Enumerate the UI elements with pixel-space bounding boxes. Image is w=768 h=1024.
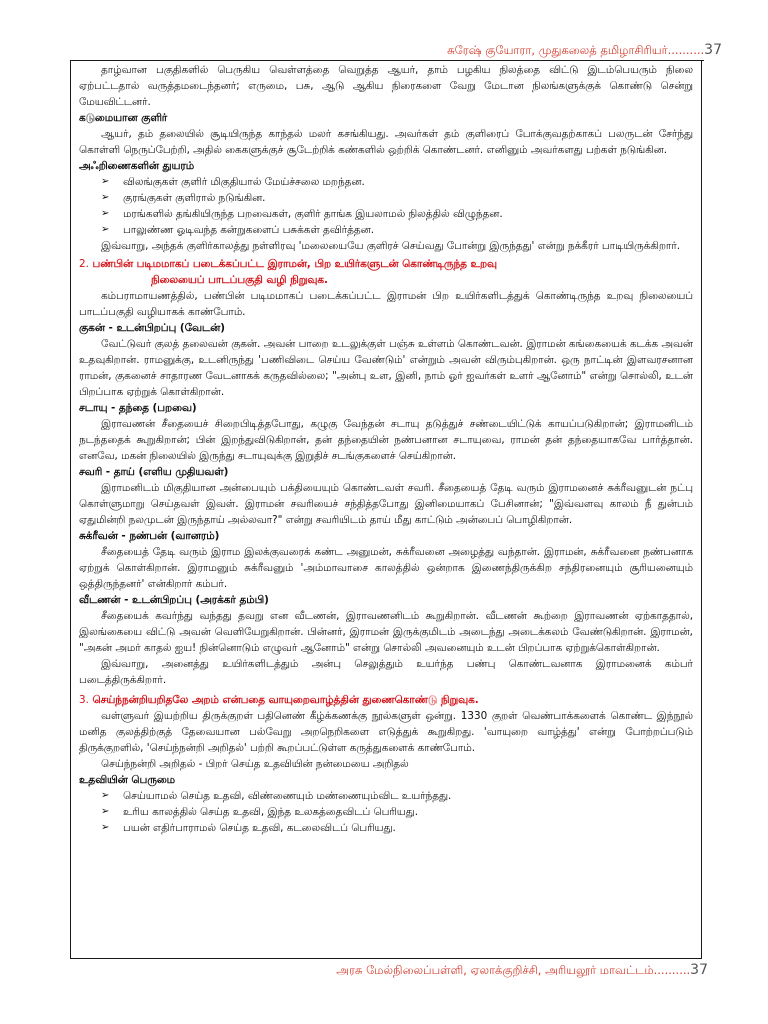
sugriva-heading: சுக்ரீவன் - நண்பன் (வானரம்) <box>79 530 220 542</box>
list-item <box>79 174 693 190</box>
list-item <box>79 206 693 222</box>
list-item-text: விலங்குகள் குளிர் மிகுதியால் மேய்ச்சலை மறந்தன. <box>123 176 365 188</box>
content-frame <box>70 61 702 959</box>
jatayu-heading: சடாயு - தந்தை (பறவை) <box>79 402 197 414</box>
sabari-paragraph: இராமனிடம் மிகுதியான அன்பையும் பக்தியையும் கொண்டவள் சவரி. சீதையைத் தேடி வரும் இராமனைச் சுக்ரீவனுடன் நட்பு கொள்ளுமாறு செய்தவள் இவள். இராமன் சவரியைச் சந்தித்தபோது இனிமையாகப் பேசினான்; "இவ்வளவு காலம் நீ துன்பம் ஏதுமின்றி நலமுடன் இருந்தாய் அல்லவா?" என்று சவரியிடம் தாய் மீது காட்டும் அன்பைப் பொழிகிறான். <box>79 482 693 526</box>
sugriva-paragraph: சீதையைத் தேடி வரும் இராம இலக்குவரைக் கண்ட அனுமன், சுக்ரீவனை அழைத்து வந்தான். இராமன், சுக்ரீவனை நண்பனாக ஏற்றுக் கொள்கிறான். இராமனும் சுக்ரீவனும் 'அம்மாவாசை காலத்தில் ஒன்றாக இணைந்திருக்கிற சந்திரனையும் சூரியனையும் ஒத்திருந்தனர்' என்கிறார் கம்பர். <box>79 546 693 590</box>
section-2-title-line1: பண்பின் படிமமாகப் படைக்கப்பட்ட இராமன், பிற உயிர்களுடன் கொண்டிருந்த உறவு <box>92 258 497 270</box>
arrow-bullet-icon: ➢ <box>101 790 110 801</box>
section-3-title-text: செய்ந்நன்றியறிதலே அறம் என்பதை வாயுறைவாழ்த்தின் துணைகொண்டு நிறுவுக. <box>92 694 479 706</box>
list-item-text: செய்யாமல் செய்த உதவி, விண்ணையும் மண்ணையும்விட உயர்ந்தது. <box>123 790 452 802</box>
section-2-closing: இவ்வாறு, அனைத்து உயிர்களிடத்தும் அன்பு செலுத்தும் உயர்ந்த பண்பு கொண்டவனாக இராமனைக் கம்பர் படைத்திருக்கிறார். <box>79 658 693 686</box>
header-text: சுரேஷ் குயோரா, முதுகலைத் தமிழாசிரியர்.......... <box>447 43 705 57</box>
list-item <box>79 820 693 836</box>
section-3-number: 3. <box>79 694 89 706</box>
list-item <box>79 190 693 206</box>
animals-list <box>79 174 693 238</box>
list-item <box>79 222 693 238</box>
help-heading: உதவியின் பெருமை <box>79 774 176 786</box>
list-item-text: குரங்குகள் குளிரால் நடுங்கின. <box>123 192 266 204</box>
help-list <box>79 788 693 836</box>
list-item-text: பயன் எதிர்பாராமல் செய்த உதவி, கடலைவிடப் பெரியது. <box>123 822 396 834</box>
arrow-bullet-icon: ➢ <box>101 192 110 203</box>
page-footer <box>336 962 708 979</box>
list-item-text: உரிய காலத்தில் செய்த உதவி, இந்த உலகத்தைவிடப் பெரியது. <box>123 806 419 818</box>
footer-page-number: 37 <box>690 962 708 978</box>
arrow-bullet-icon: ➢ <box>101 822 110 833</box>
vibhishana-heading: வீடணன் - உடன்பிறப்பு (அரக்கர் தம்பி) <box>79 594 269 606</box>
list-item-text: மரங்களில் தங்கியிருந்த பறவைகள், குளிர் தாங்க இயலாமல் நிலத்தில் விழுந்தன. <box>123 208 503 220</box>
section-2-intro: கம்பராமாயணத்தில், பண்பின் படிமமாகப் படைக்கப்பட்ட இராமன் பிற உயிர்களிடத்துக் கொண்டிருந்த உறவு நிலையைப் பாடப்பகுதி வழியாகக் காண்போம். <box>79 290 693 318</box>
header-page-number: 37 <box>704 42 722 58</box>
guhan-paragraph: வேட்டுவர் குலத் தலைவன் குகன். அவன் பாறை உடலுக்குள் பஞ்சு உள்ளம் கொண்டவன். இராமன் கங்கையைக் கடக்க அவன் உதவுகிறான். ராமனுக்கு, உடனிருந்து 'பணிவிடை செய்ய வேண்டும்' என்றும் அவன் விரும்புகிறான். ஒரு நாட்டின் இளவரசனான ராமன், குகனைச் சாதாரண வேடனாகக் கருதவில்லை; "அன்பு உள, இனி, நாம் ஓர் ஐவர்கள் உளர் ஆனோம்" என்று சொல்லி, உடன் பிறப்பாக ஏற்றுக் கொள்கிறான். <box>79 338 693 398</box>
definition-line: செய்ந்நன்றி அறிதல் - பிறர் செய்த உதவியின் நன்மையை அறிதல் <box>101 758 409 770</box>
vibhishana-paragraph: சீதையைக் கவர்ந்து வந்தது தவறு என வீடணன், இராவணனிடம் கூறுகிறான். வீடணன் கூற்றை இராவணன் ஏற்காததால், இலங்கையை விட்டு அவன் வெளியேறுகிறான். பின்னர், இராமன் இருக்குமிடம் அடைந்து அடைக்கலம் வேண்டுகிறான். இராமன், "அகன் அமர் காதல் ஐய! நின்னொடும் எழுவர் ஆனோம்" என்று சொல்லி அவனையும் உடன் பிறப்பாக ஏற்றுக்கொள்கிறான். <box>79 610 693 654</box>
section-2-title <box>79 256 693 272</box>
section-2-title-line2: நிலையைப் பாடப்பகுதி வழி நிறுவுக. <box>151 274 328 286</box>
arrow-bullet-icon: ➢ <box>101 176 110 187</box>
list-item <box>79 788 693 804</box>
page-header <box>447 42 722 59</box>
section-3-intro: வள்ளுவர் இயற்றிய திருக்குறள் பதினெண் கீழ்க்கணக்கு நூல்களுள் ஒன்று. 1330 குறள் வெண்பாக்களைக் கொண்ட இந்நூல் மனித குலத்திற்குத் தேவையான பல்வேறு அறநெறிகளை எடுத்துக் கூறுகிறது. 'வாயுறை வாழ்த்து' என்று போற்றப்படும் திருக்குறளில், 'செய்ந்நன்றி அறிதல்' பற்றி கூறப்பட்டுள்ள கருத்துகளைக் காண்போம். <box>79 710 693 754</box>
guhan-heading: குகன் - உடன்பிறப்பு (வேடன்) <box>79 322 226 334</box>
animals-closing: இவ்வாறு, அந்தக் குளிர்காலத்து நள்ளிரவு 'மலையையே குளிரச் செய்வது போன்று இருந்தது' என்று நக்கீரர் பாடியிருக்கிறார். <box>101 240 681 252</box>
arrow-bullet-icon: ➢ <box>101 208 110 219</box>
cold-heading: கடுமையான குளிர் <box>79 112 168 124</box>
cold-paragraph: ஆயர், தம் தலையில் சூடியிருந்த காந்தல் மலர் கசங்கியது. அவர்கள் தம் குளிரைப் போக்குவதற்காகப் பலருடன் சேர்ந்து கொள்ளி நெருப்பேற்றி, அதில் கைகளுக்குச் சூடேற்றிக் கண்களில் ஒற்றிக் கொண்டனர். எனினும் அவர்களது பற்கள் நடுங்கின. <box>79 128 693 156</box>
section-2-number: 2. <box>79 258 89 270</box>
animals-heading: அஃறிணைகளின் துயரம் <box>79 160 195 172</box>
arrow-bullet-icon: ➢ <box>101 806 110 817</box>
jatayu-paragraph: இராவணன் சீதையைச் சிறைபிடித்தபோது, கழுகு வேந்தன் சடாயு தடுத்துச் சண்டையிட்டுக் காயப்படுகிறான்; இராமனிடம் நடந்ததைக் கூறுகிறான்; பின் இறந்துவிடுகிறான், தன் தந்தையின் நண்பனான சடாயுவை, ராமன் தன் தந்தையாகவே பார்த்தான். எனவே, மகன் நிலையில் இருந்து சடாயுவுக்கு இறுதிச் சடங்குகளைச் செய்கிறான். <box>79 418 693 462</box>
intro-paragraph: தாழ்வான பகுதிகளில் பெருகிய வெள்ளத்தை வெறுத்த ஆயர், தாம் பழகிய நிலத்தை விட்டு இடம்பெயரும் நிலை ஏற்பட்டதால் வருத்தமடைந்தனர்; எருமை, பசு, ஆடு ஆகிய நிரைகளை வேறு மேடான நிலங்களுக்குக் கொண்டு சென்று மேயவிட்டனர். <box>79 64 693 108</box>
section-3-title <box>79 692 693 708</box>
arrow-bullet-icon: ➢ <box>101 224 110 235</box>
footer-text: அரசு மேல்நிலைப்பள்ளி, ஏலாக்குறிச்சி, அரியலூர் மாவட்டம்.......... <box>336 963 691 977</box>
list-item <box>79 804 693 820</box>
list-item-text: பாலுண்ண ஓடிவந்த கன்றுகளைப் பசுக்கள் தவிர்த்தன. <box>123 224 374 236</box>
sabari-heading: சவரி - தாய் (எளிய முதியவள்) <box>79 466 229 478</box>
